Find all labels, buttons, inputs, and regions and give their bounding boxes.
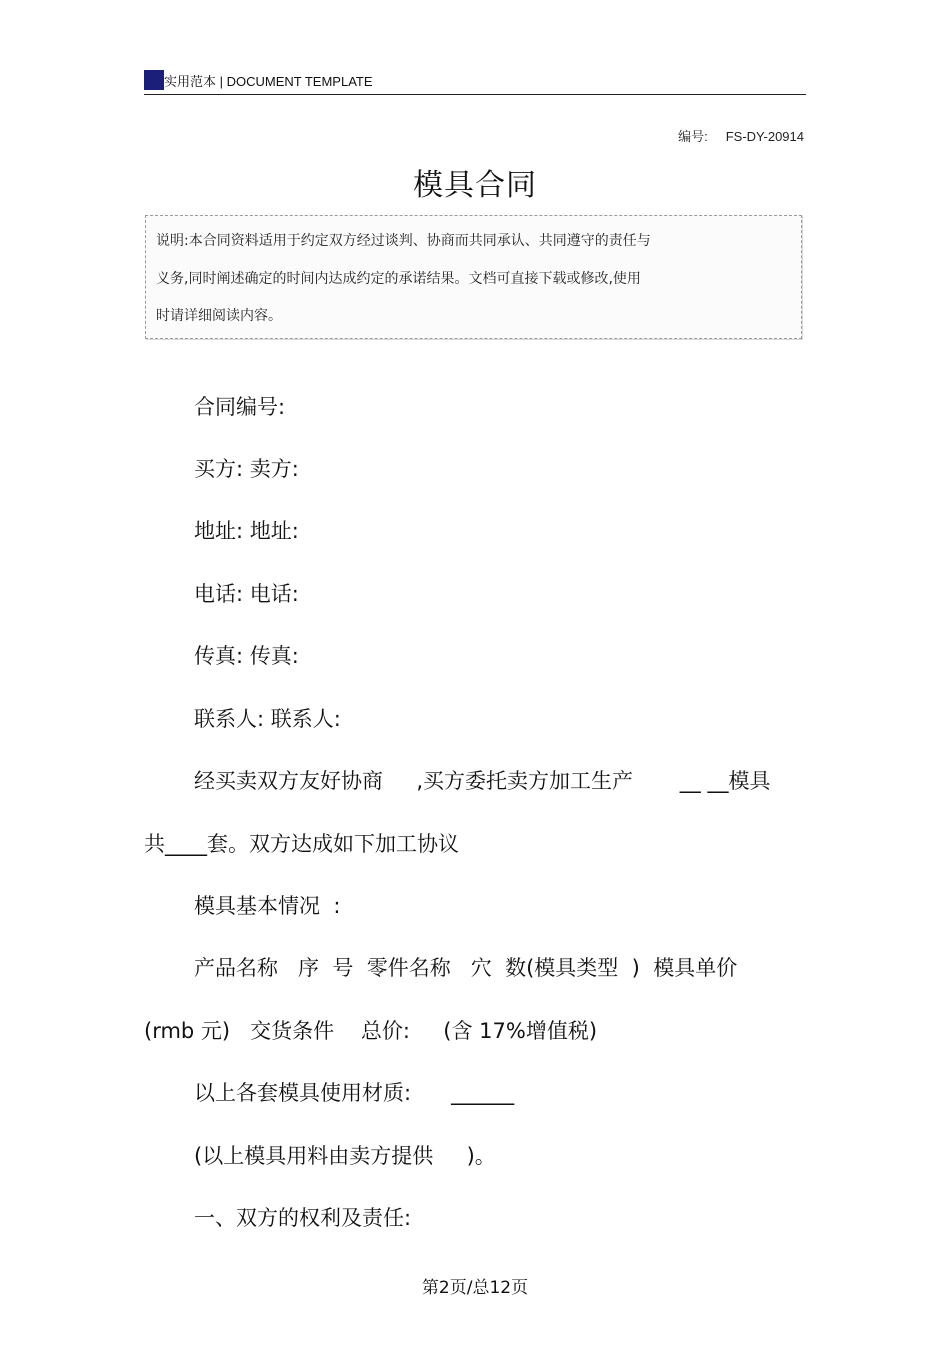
buyer-seller-line: 买方: 卖方: [194, 457, 299, 481]
description-box [145, 215, 802, 339]
mold-table-header-line: (rmb 元) 交货条件 总价: (含 17%增值税) [144, 1019, 598, 1043]
material-line: 以上各套模具使用材质: ______ [194, 1081, 515, 1105]
document-number-label: 编号: [678, 129, 708, 144]
page-header [144, 68, 806, 95]
header-text: 实用范本 | DOCUMENT TEMPLATE [164, 74, 373, 89]
page-number: 第2页/总12页 [421, 1278, 529, 1298]
template-logo [144, 70, 164, 90]
agreement-paragraph-line: 经买卖双方友好协商 ,买方委托卖方加工生产 __ __模具 [194, 769, 771, 793]
phone-line: 电话: 电话: [194, 582, 299, 606]
mold-info-heading: 模具基本情况 : [194, 894, 341, 918]
contract-number-line: 合同编号: [194, 395, 286, 419]
document-number-value: FS-DY-20914 [725, 129, 804, 144]
material-supplier-line: (以上模具用料由卖方提供 )。 [194, 1144, 496, 1168]
fax-line: 传真: 传真: [194, 644, 299, 668]
address-line: 地址: 地址: [194, 519, 299, 543]
mold-table-header-line: 产品名称 序 号 零件名称 穴 数(模具类型 ) 模具单价 [194, 956, 738, 980]
document-title: 模具合同 [413, 168, 537, 203]
description-line: 时请详细阅读内容。 [156, 308, 282, 324]
document-number [678, 126, 804, 145]
agreement-paragraph-line: 共____套。双方达成如下加工协议 [144, 832, 459, 856]
section-heading: 一、双方的权利及责任: [194, 1206, 412, 1230]
contact-line: 联系人: 联系人: [194, 707, 341, 731]
description-line: 说明:本合同资料适用于约定双方经过谈判、协商而共同承认、共同遵守的责任与 [156, 233, 651, 249]
description-line: 义务,同时阐述确定的时间内达成约定的承诺结果。文档可直接下载或修改,使用 [156, 271, 641, 287]
